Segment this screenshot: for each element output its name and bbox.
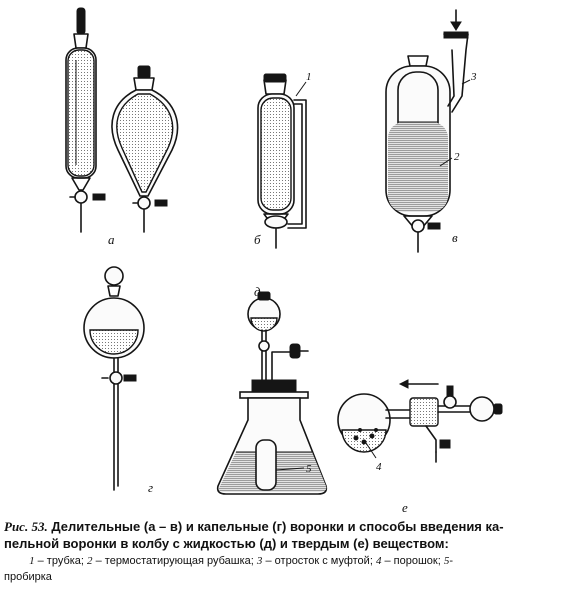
callout-1: 1 bbox=[306, 71, 312, 83]
legend-text-5: - bbox=[449, 555, 454, 567]
jacketed-funnel bbox=[386, 10, 468, 252]
legend-num-5: 5 bbox=[443, 555, 450, 567]
legend-num-2: 2 bbox=[87, 555, 93, 567]
callout-3: 3 bbox=[471, 71, 477, 83]
caption-line-1: Делительные (а – в) и капельные (г) воронки и способы введения ка- bbox=[51, 519, 504, 534]
panel-label-d: д bbox=[254, 284, 261, 299]
panel-label-a: а bbox=[108, 232, 115, 247]
legend-text-3: – отросток с муфтой; bbox=[265, 555, 373, 567]
legend-num-1: 1 bbox=[29, 555, 35, 567]
caption-line-2: пельной воронки в колбу с жидкостью (д) и твердым (е) веществом: bbox=[4, 536, 449, 551]
callout-4: 4 bbox=[376, 461, 382, 473]
panel-label-b: б bbox=[254, 232, 261, 247]
legend-num-3: 3 bbox=[256, 555, 263, 567]
callout-line-1 bbox=[296, 82, 306, 96]
pear-separatory-funnel bbox=[112, 66, 178, 232]
panel-label-g: г bbox=[148, 480, 154, 495]
cylindrical-separatory-funnel bbox=[66, 8, 105, 232]
panel-label-e: е bbox=[402, 500, 408, 515]
figure-caption bbox=[4, 518, 570, 552]
dropping-funnel bbox=[84, 267, 144, 490]
funnel-with-bypass-tube bbox=[258, 74, 306, 248]
legend-text-2: – термостатирующая рубашка; bbox=[95, 555, 254, 567]
callout-2: 2 bbox=[454, 151, 460, 163]
panel-label-v: в bbox=[452, 230, 458, 245]
legend-num-4: 4 bbox=[375, 555, 382, 567]
flask-with-solid-addition bbox=[338, 380, 502, 462]
legend-last-line: пробирка bbox=[4, 571, 52, 583]
caption-prefix: Рис. 53. bbox=[4, 519, 48, 534]
figure-legend bbox=[4, 553, 570, 585]
legend-text-1: – трубка; bbox=[37, 555, 84, 567]
legend-text-4: – порошок; bbox=[384, 555, 441, 567]
callout-5: 5 bbox=[306, 463, 312, 475]
